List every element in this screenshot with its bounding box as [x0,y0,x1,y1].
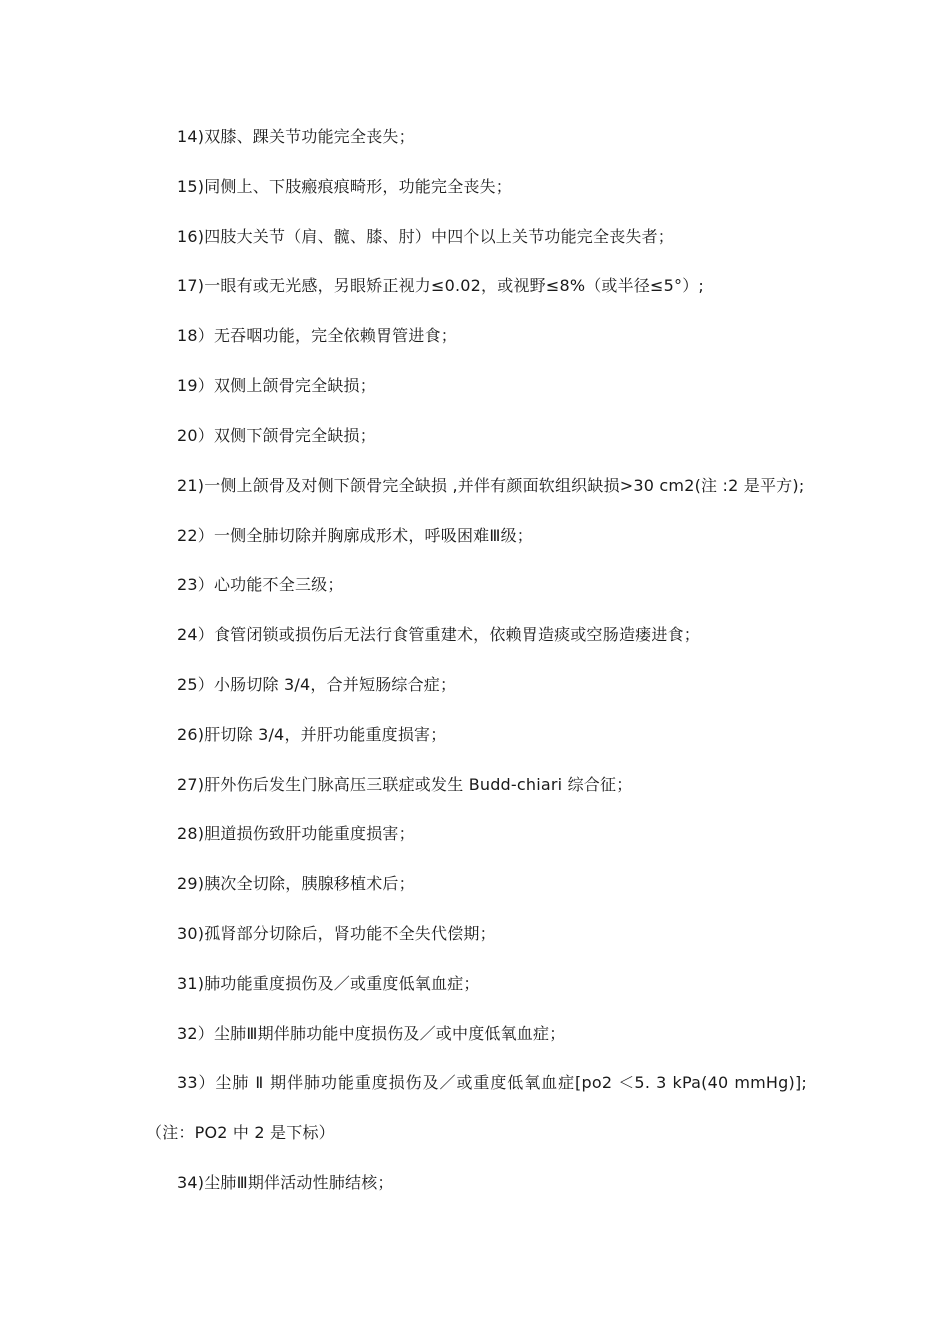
list-item-21: 21)一侧上颌骨及对侧下颌骨完全缺损 ,并伴有颜面软组织缺损>30 cm2(注 :2 是平方); [177,476,805,495]
list-item-22: 22）一侧全肺切除并胸廓成形术，呼吸困难Ⅲ级； [177,526,533,545]
list-item-28: 28)胆道损伤致肝功能重度损害； [177,824,415,843]
list-item-20: 20）双侧下颌骨完全缺损； [177,426,376,445]
list-item-26: 26)肝切除 3/4，并肝功能重度损害； [177,725,447,744]
list-item-31: 31)肺功能重度损伤及／或重度低氧血症； [177,974,480,993]
list-item-30: 30)孤肾部分切除后，肾功能不全失代偿期； [177,924,496,943]
list-item-33: 33）尘肺 Ⅱ 期伴肺功能重度损伤及／或重度低氧血症[po2 ＜5. 3 kPa(40 mmHg)]; [177,1073,807,1092]
list-item-27: 27)肝外伤后发生门脉高压三联症或发生 Budd-chiari 综合征； [177,775,633,794]
list-item-19: 19）双侧上颌骨完全缺损； [177,376,376,395]
list-item-16: 16)四肢大关节（肩、髋、膝、肘）中四个以上关节功能完全丧失者； [177,227,675,246]
list-item-18: 18）无吞咽功能，完全依赖胃管进食； [177,326,457,345]
list-item-23: 23）心功能不全三级； [177,575,344,594]
list-item-14: 14)双膝、踝关节功能完全丧失； [177,127,415,146]
list-item-29: 29)胰次全切除，胰腺移植术后； [177,874,415,893]
list-item-17: 17)一眼有或无光感，另眼矫正视力≤0.02，或视野≤8%（或半径≤5°）; [177,276,704,295]
note-line: （注：PO2 中 2 是下标） [146,1123,335,1142]
list-item-25: 25）小肠切除 3/4，合并短肠综合症； [177,675,457,694]
list-item-15: 15)同侧上、下肢瘢痕痕畸形，功能完全丧失； [177,177,513,196]
list-item-32: 32）尘肺Ⅲ期伴肺功能中度损伤及／或中度低氧血症； [177,1024,566,1043]
list-item-34: 34)尘肺Ⅲ期伴活动性肺结核； [177,1173,394,1192]
list-item-24: 24）食管闭锁或损伤后无法行食管重建术，依赖胃造痰或空肠造瘘进食； [177,625,700,644]
